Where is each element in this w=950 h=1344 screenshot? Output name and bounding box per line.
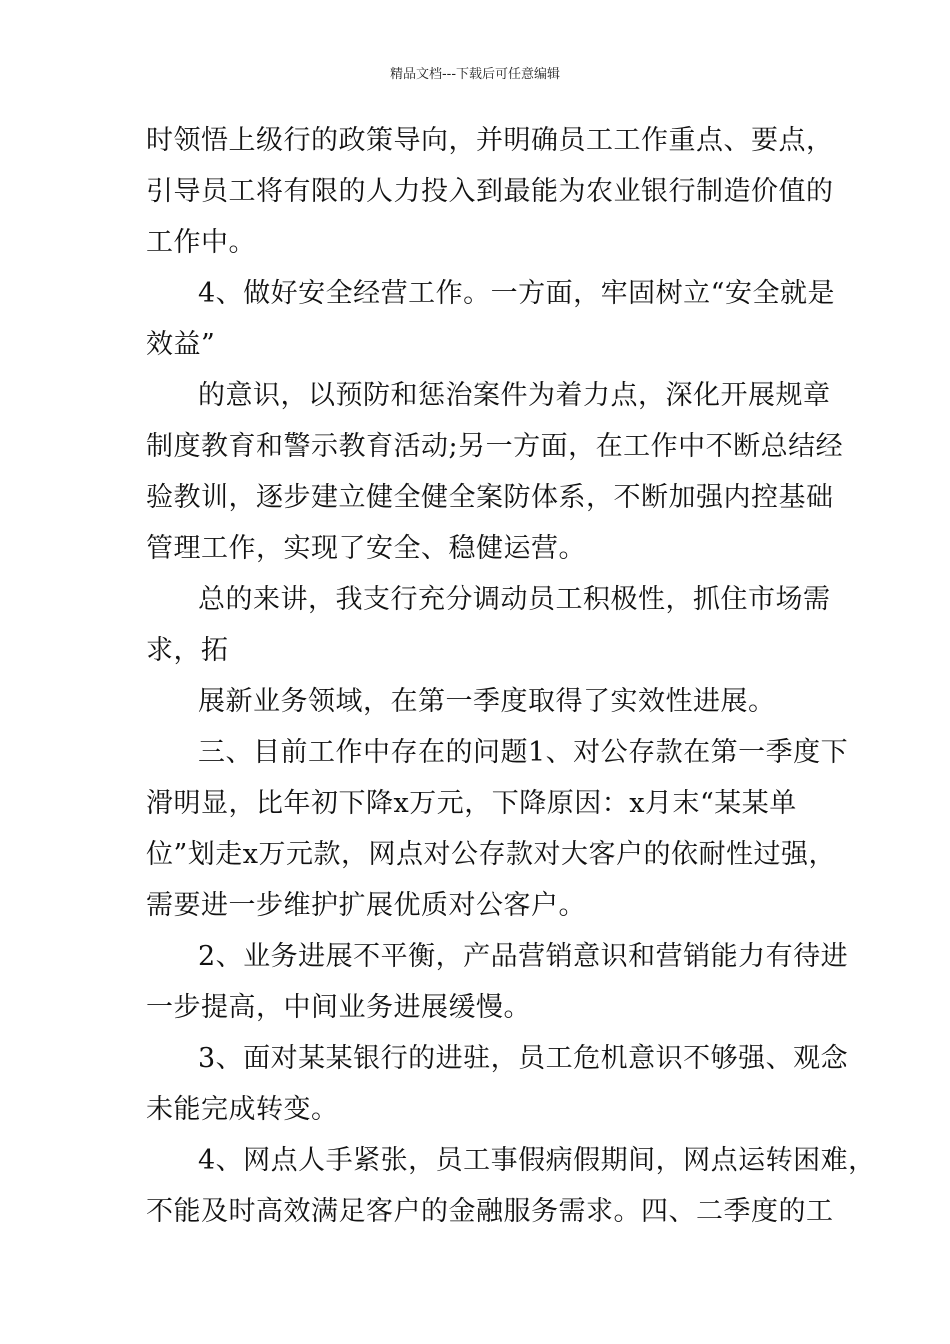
text-line: 工作中。 xyxy=(146,227,256,258)
text-line: 2、业务进展不平衡，产品营销意识和营销能力有待进 xyxy=(198,941,849,972)
text-line: 位”划走x万元款，网点对公存款对大客户的依耐性过强， xyxy=(146,839,837,870)
text-line: 的意识，以预防和惩治案件为着力点，深化开展规章 xyxy=(198,380,831,411)
text-line: 时领悟上级行的政策导向，并明确员工工作重点、要点， xyxy=(146,125,834,156)
text-line: 4、网点人手紧张，员工事假病假期间，网点运转困难， xyxy=(198,1145,876,1176)
text-line: 滑明显，比年初下降x万元，下降原因：x月末“某某单 xyxy=(146,788,797,819)
text-line: 效益” xyxy=(146,329,216,360)
text-line: 展新业务领域，在第一季度取得了实效性进展。 xyxy=(198,686,776,717)
page-header: 精品文档---下载后可任意编辑 xyxy=(389,67,561,82)
text-line: 一步提高，中间业务进展缓慢。 xyxy=(146,992,531,1023)
text-line: 三、目前工作中存在的问题1、对公存款在第一季度下 xyxy=(198,737,849,768)
text-line: 4、做好安全经营工作。一方面，牢固树立“安全就是 xyxy=(198,278,835,309)
text-line: 3、面对某某银行的进驻，员工危机意识不够强、观念 xyxy=(198,1043,849,1074)
text-line: 总的来讲，我支行充分调动员工积极性，抓住市场需 xyxy=(198,584,831,615)
text-line: 验教训，逐步建立健全健全案防体系，不断加强内控基础 xyxy=(146,482,834,513)
text-line: 制度教育和警示教育活动;另一方面，在工作中不断总结经 xyxy=(146,431,844,462)
text-line: 求，拓 xyxy=(146,635,229,666)
text-line: 引导员工将有限的人力投入到最能为农业银行制造价值的 xyxy=(146,176,834,207)
text-line: 未能完成转变。 xyxy=(146,1094,339,1125)
text-line: 管理工作，实现了安全、稳健运营。 xyxy=(146,533,586,564)
text-line: 不能及时高效满足客户的金融服务需求。四、二季度的工 xyxy=(146,1196,834,1227)
text-line: 需要进一步维护扩展优质对公客户。 xyxy=(146,890,586,921)
